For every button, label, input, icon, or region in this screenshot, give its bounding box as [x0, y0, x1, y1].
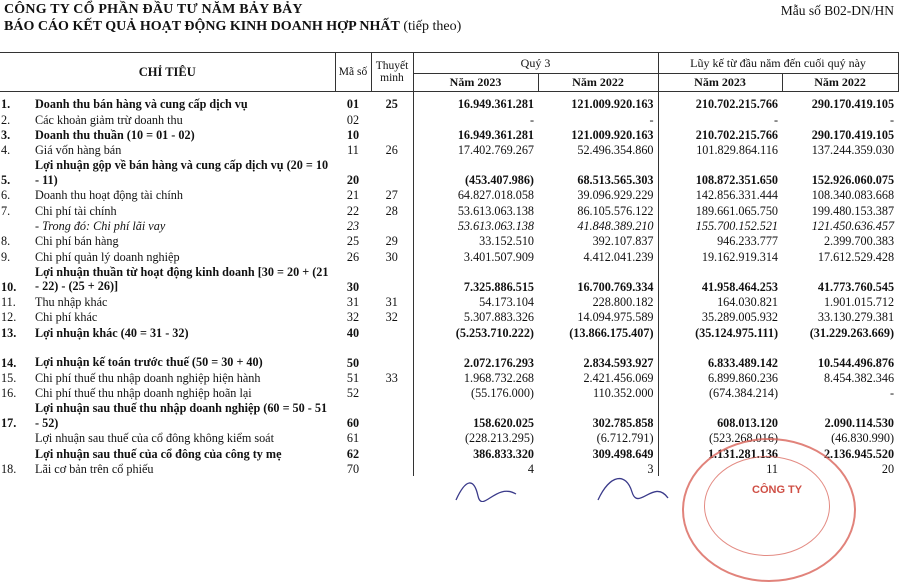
- row-note: 29: [385, 234, 398, 249]
- row-q3-2023: -: [413, 111, 538, 126]
- row-ytd-2023: 6.833.489.142: [658, 340, 782, 370]
- row-indicator: Lợi nhuận sau thuế của cổ đông không kiểm soát: [35, 431, 274, 446]
- row-ytd-2023: 108.872.351.650: [658, 157, 782, 187]
- row-indicator: Chi phí khác: [35, 310, 98, 325]
- row-indicator: Chi phí thuế thu nhập doanh nghiệp hiện hành: [35, 370, 261, 385]
- row-q3-2022: 2.421.456.069: [583, 370, 654, 385]
- row-q3-2022: 228.800.182: [592, 294, 654, 309]
- row-code: 01: [346, 97, 360, 112]
- form-code: Mẫu số B02-DN/HN: [780, 3, 894, 18]
- header-ytd-group: Lũy kế từ đầu năm đến cuối quý này: [658, 53, 898, 74]
- table-row: [0, 340, 898, 370]
- row-ytd-2022: 2.136.945.520: [823, 446, 895, 461]
- row-note: [371, 340, 413, 370]
- row-ytd-2023: (523.268.016): [658, 430, 782, 445]
- row-number: 1.: [1, 97, 11, 112]
- header-note: Thuyết minh: [371, 53, 413, 92]
- row-ytd-2022: -: [889, 112, 895, 127]
- row-ytd-2023: (35.124.975.111): [658, 324, 782, 339]
- row-q3-2022: (6.712.791): [596, 431, 654, 446]
- row-ytd-2023: 155.700.152.521: [658, 218, 782, 233]
- row-code: 21: [346, 188, 360, 203]
- row-note: [371, 400, 413, 430]
- row-q3-2023: 64.827.018.058: [413, 187, 538, 202]
- row-code: 25: [346, 234, 360, 249]
- report-title-main: BÁO CÁO KẾT QUẢ HOẠT ĐỘNG KINH DOANH HỢP NHẤT: [4, 19, 400, 34]
- header-code: Mã số: [335, 53, 371, 92]
- row-indicator: Doanh thu bán hàng và cung cấp dịch vụ: [35, 97, 248, 112]
- table-row: [0, 202, 898, 217]
- row-code: 61: [346, 431, 360, 446]
- row-note: 32: [385, 310, 398, 325]
- row-q3-2023: 33.152.510: [413, 233, 538, 248]
- table-row: [0, 142, 898, 157]
- row-q3-2022: 52.496.354.860: [577, 143, 654, 158]
- header-ytd-2023: Năm 2023: [658, 74, 782, 92]
- row-note: [371, 445, 413, 460]
- row-q3-2023: 17.402.769.267: [413, 142, 538, 157]
- table-row: [0, 324, 898, 339]
- row-q3-2023: 16.949.361.281: [413, 92, 538, 112]
- table-row: [0, 400, 898, 430]
- row-note: 30: [385, 249, 398, 264]
- row-note: [371, 111, 413, 126]
- row-q3-2022: 392.107.837: [592, 234, 654, 249]
- table-row: [0, 248, 898, 263]
- company-stamp-inner-ring: [704, 456, 830, 556]
- table-row: [0, 294, 898, 309]
- row-q3-2022: 2.834.593.927: [583, 355, 654, 370]
- row-q3-2023: 1.968.732.268: [413, 370, 538, 385]
- row-note: [371, 461, 413, 476]
- row-number: 6.: [1, 188, 11, 203]
- row-number: 12.: [1, 310, 17, 325]
- row-note: 26: [385, 143, 398, 158]
- row-indicator: Lợi nhuận kế toán trước thuế (50 = 30 + 40): [35, 355, 263, 370]
- table-row: [0, 370, 898, 385]
- row-q3-2023: 158.620.025: [413, 400, 538, 430]
- row-number: [0, 430, 32, 445]
- table-row: [0, 233, 898, 248]
- row-number: 3.: [1, 127, 11, 142]
- row-note: [371, 218, 413, 233]
- row-indicator: Lợi nhuận gộp về bán hàng và cung cấp dịch vụ (20 = 10 - 11): [35, 158, 329, 187]
- row-ytd-2022: 20: [881, 462, 895, 477]
- row-indicator: Chi phí bán hàng: [35, 234, 119, 249]
- row-ytd-2023: 608.013.120: [658, 400, 782, 430]
- row-number: [0, 445, 32, 460]
- header-q3-2022: Năm 2022: [538, 74, 658, 92]
- row-indicator: Doanh thu thuần (10 = 01 - 02): [35, 127, 195, 142]
- table-row: [0, 92, 898, 112]
- row-ytd-2022: 108.340.083.668: [811, 188, 895, 203]
- row-ytd-2023: 35.289.005.932: [658, 309, 782, 324]
- header-indicator: CHỈ TIÊU: [0, 53, 335, 92]
- row-code: 52: [346, 386, 360, 401]
- row-code: 10: [346, 127, 360, 142]
- row-q3-2022: 39.096.929.229: [577, 188, 654, 203]
- row-indicator: Lãi cơ bản trên cổ phiếu: [35, 462, 154, 477]
- row-ytd-2022: 152.926.060.075: [811, 173, 895, 188]
- row-indicator: Doanh thu hoạt động tài chính: [35, 188, 183, 203]
- row-number: 8.: [1, 234, 11, 249]
- row-number: 2.: [1, 112, 11, 127]
- row-indicator: Lợi nhuận sau thuế thu nhập doanh nghiệp (60 = 50 - 51 - 52): [35, 401, 328, 430]
- row-ytd-2022: 33.130.279.381: [817, 310, 895, 325]
- row-q3-2022: 121.009.920.163: [571, 97, 654, 112]
- row-number: 4.: [1, 143, 11, 158]
- row-indicator: Chi phí tài chính: [35, 203, 117, 218]
- signature-mark-right: [592, 470, 672, 502]
- row-ytd-2022: 41.773.760.545: [817, 279, 895, 294]
- table-row: [0, 187, 898, 202]
- row-number: 18.: [1, 462, 17, 477]
- row-code: 22: [346, 203, 360, 218]
- row-number: 5.: [1, 173, 11, 188]
- row-ytd-2023: (674.384.214): [658, 385, 782, 400]
- row-indicator: Lợi nhuận khác (40 = 31 - 32): [35, 325, 189, 340]
- row-indicator: Các khoản giảm trừ doanh thu: [35, 112, 183, 127]
- row-q3-2023: 4: [413, 461, 538, 476]
- table-row: [0, 309, 898, 324]
- row-q3-2022: 110.352.000: [593, 386, 654, 401]
- row-q3-2023: 16.949.361.281: [413, 127, 538, 142]
- row-ytd-2022: 2.090.114.530: [824, 416, 895, 431]
- header-quarter-group: Quý 3: [413, 53, 658, 74]
- row-ytd-2023: 6.899.860.236: [658, 370, 782, 385]
- table-row: [0, 385, 898, 400]
- row-note: [371, 264, 413, 294]
- row-ytd-2022: 10.544.496.876: [817, 355, 895, 370]
- row-note: [371, 430, 413, 445]
- row-code: 62: [346, 446, 360, 461]
- row-indicator: - Trong đó: Chi phí lãi vay: [35, 219, 166, 234]
- signature-mark-left: [452, 476, 522, 502]
- row-indicator: Lợi nhuận sau thuế của cổ đông của công ty mẹ: [35, 446, 282, 461]
- row-ytd-2022: (31.229.263.669): [809, 325, 895, 340]
- row-indicator: Chi phí thuế thu nhập doanh nghiệp hoãn lại: [35, 386, 252, 401]
- row-number: 16.: [1, 386, 17, 401]
- row-number: 11.: [1, 294, 16, 309]
- row-ytd-2023: 142.856.331.444: [658, 187, 782, 202]
- row-ytd-2023: 946.233.777: [658, 233, 782, 248]
- row-ytd-2022: 290.170.419.105: [811, 97, 895, 112]
- row-code: 23: [346, 219, 360, 234]
- row-ytd-2023: 11: [658, 461, 782, 476]
- row-q3-2023: (228.213.295): [413, 430, 538, 445]
- row-ytd-2022: 2.399.700.383: [823, 234, 895, 249]
- header-q3-2023: Năm 2023: [413, 74, 538, 92]
- row-code: 11: [347, 143, 359, 158]
- report-title-suffix: (tiếp theo): [399, 19, 462, 34]
- row-q3-2022: 86.105.576.122: [577, 203, 654, 218]
- row-code: 20: [346, 173, 360, 188]
- row-note: [371, 324, 413, 339]
- row-q3-2022: 302.785.858: [592, 416, 654, 431]
- row-ytd-2022: 199.480.153.387: [811, 203, 895, 218]
- row-ytd-2023: 101.829.864.116: [658, 142, 782, 157]
- row-note: 33: [385, 370, 398, 385]
- row-number: 17.: [1, 416, 17, 431]
- company-stamp-text: CÔNG TY: [752, 484, 803, 496]
- row-indicator: Chi phí quản lý doanh nghiệp: [35, 249, 180, 264]
- row-q3-2022: (13.866.175.407): [569, 325, 654, 340]
- row-note: 28: [385, 203, 398, 218]
- row-ytd-2022: 1.901.015.712: [823, 294, 895, 309]
- row-code: 26: [346, 249, 360, 264]
- row-q3-2023: (55.176.000): [413, 385, 538, 400]
- row-ytd-2022: 17.612.529.428: [817, 249, 895, 264]
- header-ytd-2022: Năm 2022: [782, 74, 898, 92]
- row-number: 9.: [1, 249, 11, 264]
- table-row: [0, 127, 898, 142]
- row-indicator: Thu nhập khác: [35, 294, 108, 309]
- row-ytd-2022: 8.454.382.346: [823, 370, 895, 385]
- row-ytd-2022: 121.450.636.457: [811, 219, 895, 234]
- row-code: 31: [346, 294, 360, 309]
- row-q3-2023: 7.325.886.515: [413, 264, 538, 294]
- table-row: [0, 111, 898, 126]
- row-number: 10.: [1, 279, 17, 294]
- row-q3-2023: 54.173.104: [413, 294, 538, 309]
- row-q3-2022: 41.848.389.210: [577, 219, 654, 234]
- row-q3-2023: 53.613.063.138: [413, 202, 538, 217]
- row-ytd-2022: (46.830.990): [831, 431, 895, 446]
- report-header: [0, 0, 900, 40]
- row-q3-2023: 386.833.320: [413, 445, 538, 460]
- income-statement-table: [0, 52, 899, 476]
- table-row: [0, 218, 898, 233]
- row-q3-2022: 68.513.565.303: [577, 173, 654, 188]
- row-q3-2022: 14.094.975.589: [577, 310, 654, 325]
- statement-rows: [0, 92, 898, 477]
- row-code: 02: [346, 112, 360, 127]
- row-number: 7.: [1, 203, 11, 218]
- row-number: 15.: [1, 370, 17, 385]
- row-ytd-2023: 210.702.215.766: [658, 127, 782, 142]
- row-code: 40: [346, 325, 360, 340]
- row-note: [371, 385, 413, 400]
- row-number: 14.: [1, 355, 17, 370]
- row-q3-2022: 121.009.920.163: [571, 127, 654, 142]
- row-code: 32: [346, 310, 360, 325]
- row-indicator: Lợi nhuận thuần từ hoạt động kinh doanh [30 = 20 + (21 - 22) - (25 + 26)]: [35, 264, 329, 294]
- row-ytd-2023: 189.661.065.750: [658, 202, 782, 217]
- row-code: 50: [346, 355, 360, 370]
- row-note: 25: [385, 97, 398, 112]
- row-q3-2022: 4.412.041.239: [583, 249, 654, 264]
- row-note: [371, 157, 413, 187]
- row-ytd-2023: 164.030.821: [658, 294, 782, 309]
- row-ytd-2022: 290.170.419.105: [811, 127, 895, 142]
- row-q3-2023: (453.407.986): [413, 157, 538, 187]
- row-q3-2022: 16.700.769.334: [577, 279, 654, 294]
- row-q3-2022: 3: [647, 462, 654, 477]
- row-ytd-2023: 41.958.464.253: [658, 264, 782, 294]
- row-q3-2023: 3.401.507.909: [413, 248, 538, 263]
- row-note: [371, 127, 413, 142]
- row-q3-2022: -: [649, 112, 654, 127]
- table-row: [0, 157, 898, 187]
- row-code: 30: [346, 279, 360, 294]
- row-code: 70: [346, 462, 360, 477]
- row-q3-2023: 2.072.176.293: [413, 340, 538, 370]
- row-ytd-2023: -: [658, 111, 782, 126]
- row-q3-2022: 309.498.649: [592, 446, 654, 461]
- company-name: CÔNG TY CỔ PHẦN ĐẦU TƯ NĂM BẢY BẢY: [4, 2, 303, 17]
- row-q3-2023: 5.307.883.326: [413, 309, 538, 324]
- row-ytd-2023: 1.131.281.136: [658, 445, 782, 460]
- row-ytd-2023: 19.162.919.314: [658, 248, 782, 263]
- row-number: [0, 218, 32, 233]
- row-ytd-2022: 137.244.359.030: [811, 143, 895, 158]
- row-number: 13.: [1, 325, 17, 340]
- table-row: [0, 264, 898, 294]
- row-note: 31: [385, 294, 398, 309]
- row-ytd-2022: -: [889, 386, 895, 401]
- row-q3-2023: 53.613.063.138: [413, 218, 538, 233]
- row-q3-2023: (5.253.710.222): [413, 324, 538, 339]
- row-ytd-2023: 210.702.215.766: [658, 92, 782, 112]
- report-title: [4, 19, 461, 35]
- row-note: 27: [385, 188, 398, 203]
- row-code: 51: [346, 370, 360, 385]
- row-indicator: Giá vốn hàng bán: [35, 143, 122, 158]
- row-code: 60: [346, 416, 360, 431]
